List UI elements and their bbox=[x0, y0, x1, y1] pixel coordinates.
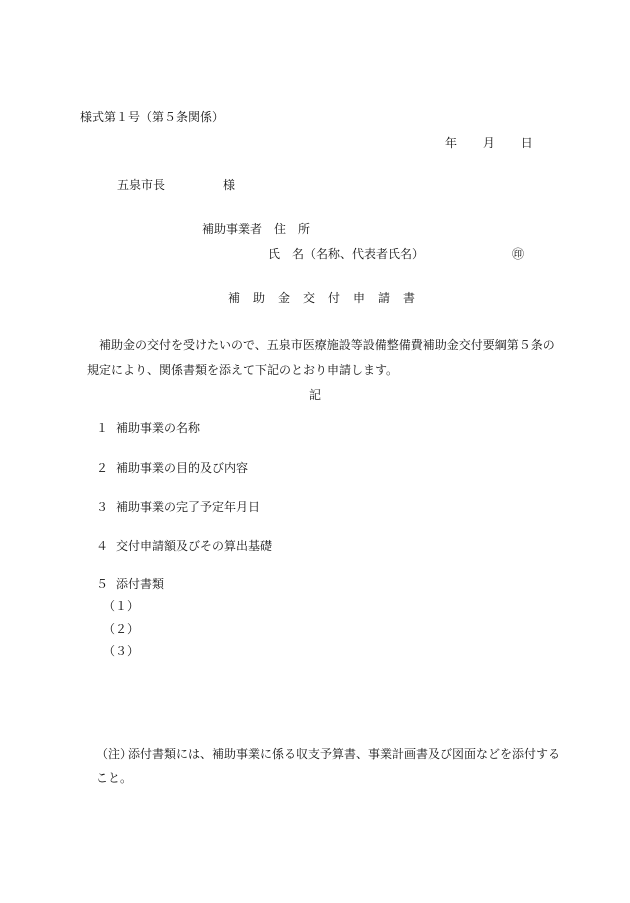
date-year: 年 bbox=[445, 136, 458, 150]
body-paragraph bbox=[87, 333, 557, 383]
addressee-honorific: 様 bbox=[223, 178, 236, 192]
item-label: 補助事業の名称 bbox=[116, 421, 201, 435]
applicant-address-row bbox=[202, 223, 310, 235]
item-label: 補助事業の完了予定年月日 bbox=[116, 500, 261, 514]
item-number: ５ bbox=[96, 577, 109, 591]
note-text: 添付書類には、補助事業に係る収支予算書、事業計画書及び図面などを添付すること。 bbox=[96, 747, 561, 785]
addressee-name: 五泉市長 bbox=[117, 178, 166, 192]
subitem: （１） bbox=[103, 599, 140, 613]
item-number: ３ bbox=[96, 500, 109, 514]
ki-heading: 記 bbox=[309, 388, 322, 402]
date-line bbox=[445, 137, 533, 149]
item-number: １ bbox=[96, 421, 109, 435]
seal-mark: ㊞ bbox=[512, 247, 525, 261]
applicant-name-label: 氏 名（名称、代表者氏名） bbox=[268, 247, 425, 261]
subitem: （３） bbox=[103, 644, 140, 658]
item-label: 交付申請額及びその算出基礎 bbox=[116, 539, 273, 553]
addressee bbox=[117, 179, 235, 191]
item-number: ２ bbox=[96, 461, 109, 475]
document-title: 補助金交付申請書 bbox=[228, 291, 429, 305]
applicant-address-label: 住 所 bbox=[274, 222, 311, 236]
list-item bbox=[96, 540, 272, 552]
date-month: 月 bbox=[482, 136, 495, 150]
note bbox=[96, 742, 566, 790]
applicant-role: 補助事業者 bbox=[202, 222, 263, 236]
list-item bbox=[96, 422, 200, 434]
item-label: 補助事業の目的及び内容 bbox=[116, 461, 249, 475]
list-item bbox=[96, 462, 248, 474]
list-item bbox=[96, 578, 164, 590]
item-number: ４ bbox=[96, 539, 109, 553]
note-label: （注） bbox=[96, 747, 133, 761]
subitem: （２） bbox=[103, 622, 140, 636]
body-text: 補助金の交付を受けたいので、五泉市医療施設等設備整備費補助金交付要綱第５条の規定により、関係書類を添えて下記のとおり申請します。 bbox=[87, 338, 555, 377]
item-label: 添付書類 bbox=[116, 577, 165, 591]
list-item bbox=[96, 501, 260, 513]
form-number: 様式第１号（第５条関係） bbox=[80, 110, 225, 124]
date-day: 日 bbox=[520, 136, 533, 150]
